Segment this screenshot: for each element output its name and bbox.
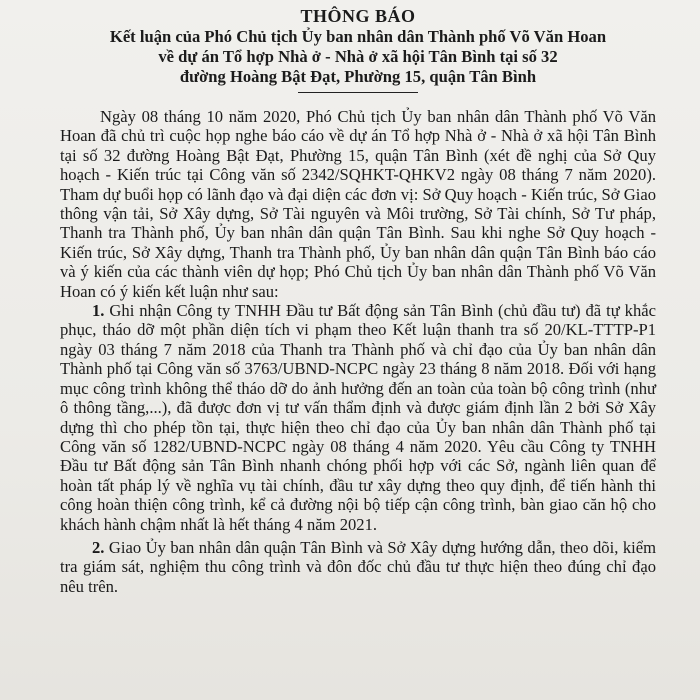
conclusion-item-1 [60,301,656,534]
item-number: 2. [92,537,105,557]
conclusion-item-2 [60,538,656,596]
item-text: Ghi nhận Công ty TNHH Đầu tư Bất động sản Tân Bình (chủ đầu tư) đã tự khắc phục, tháo dỡ một phần diện tích vi phạm theo Kết luận thanh tra số 20/KL-TTTP-P1 ngày 03 tháng 7 năm 2018 của Thanh tra Thành phố và chỉ đạo của Ủy ban nhân dân Thành phố tại Công văn số 3763/UBND-NCPC ngày 23 tháng 8 năm 2018. Đối với hạng mục công trình không thể tháo dỡ do ảnh hưởng đến an toàn của toàn bộ công trình (như ô thông tầng,...), đã được đơn vị tư vấn thẩm định và được giám định lần 2 bởi Sở Xây dựng thì cho phép tồn tại, thực hiện theo chỉ đạo của Ủy ban nhân dân Thành phố tại Công văn số 1282/UBND-NCPC ngày 08 tháng 4 năm 2020. Yêu cầu Công ty TNHH Đầu tư Bất động sản Tân Bình nhanh chóng phối hợp với các Sở, ngành liên quan để hoàn tất pháp lý về nghĩa vụ tài chính, đầu tư xây dựng theo quy định, để tiến hành thi công hoàn thiện công trình, kể cả đường nội bộ tiếp cận công trình, bàn giao căn hộ cho khách hành chậm nhất là hết tháng 4 năm 2021. [60,301,656,534]
title-divider [298,92,418,93]
document-title: THÔNG BÁO [300,6,416,26]
subtitle-line: Kết luận của Phó Chủ tịch Ủy ban nhân dân Thành phố Võ Văn Hoan [109,27,607,46]
item-text: Giao Ủy ban nhân dân quận Tân Bình và Sở Xây dựng hướng dẫn, theo dõi, kiểm tra giám sát, nghiệm thu công trình và đôn đốc chủ đầu tư thực hiện theo đúng chỉ đạo nêu trên. [60,537,656,596]
document-heading [60,6,656,87]
subtitle-line: về dự án Tổ hợp Nhà ở - Nhà ở xã hội Tân Bình tại số 32 [158,47,558,66]
item-number: 1. [92,301,105,321]
subtitle-line: đường Hoàng Bật Đạt, Phường 15, quận Tân Bình [179,67,537,86]
intro-paragraph: Ngày 08 tháng 10 năm 2020, Phó Chủ tịch Ủy ban nhân dân Thành phố Võ Văn Hoan đã chủ trì cuộc họp nghe báo cáo về dự án Tổ hợp Nhà ở - Nhà ở xã hội Tân Bình tại số 32 đường Hoàng Bật Đạt, Phường 15, quận Tân Bình (xét đề nghị của Sở Quy hoạch - Kiến trúc tại Công văn số 2342/SQHKT-QHKV2 ngày 08 tháng 7 năm 2020). Tham dự buổi họp có lãnh đạo và đại diện các đơn vị: Sở Quy hoạch - Kiến trúc, Sở Giao thông vận tải, Sở Xây dựng, Sở Tài nguyên và Môi trường, Sở Tài chính, Sở Tư pháp, Thanh tra Thành phố, Ủy ban nhân dân quận Tân Bình. Sau khi nghe Sở Quy hoạch - Kiến trúc, Sở Xây dựng, Thanh tra Thành phố, Ủy ban nhân dân quận Tân Bình báo cáo và ý kiến của các thành viên dự họp; Phó Chủ tịch Ủy ban nhân dân Thành phố Võ Văn Hoan có ý kiến kết luận như sau: [60,107,656,301]
